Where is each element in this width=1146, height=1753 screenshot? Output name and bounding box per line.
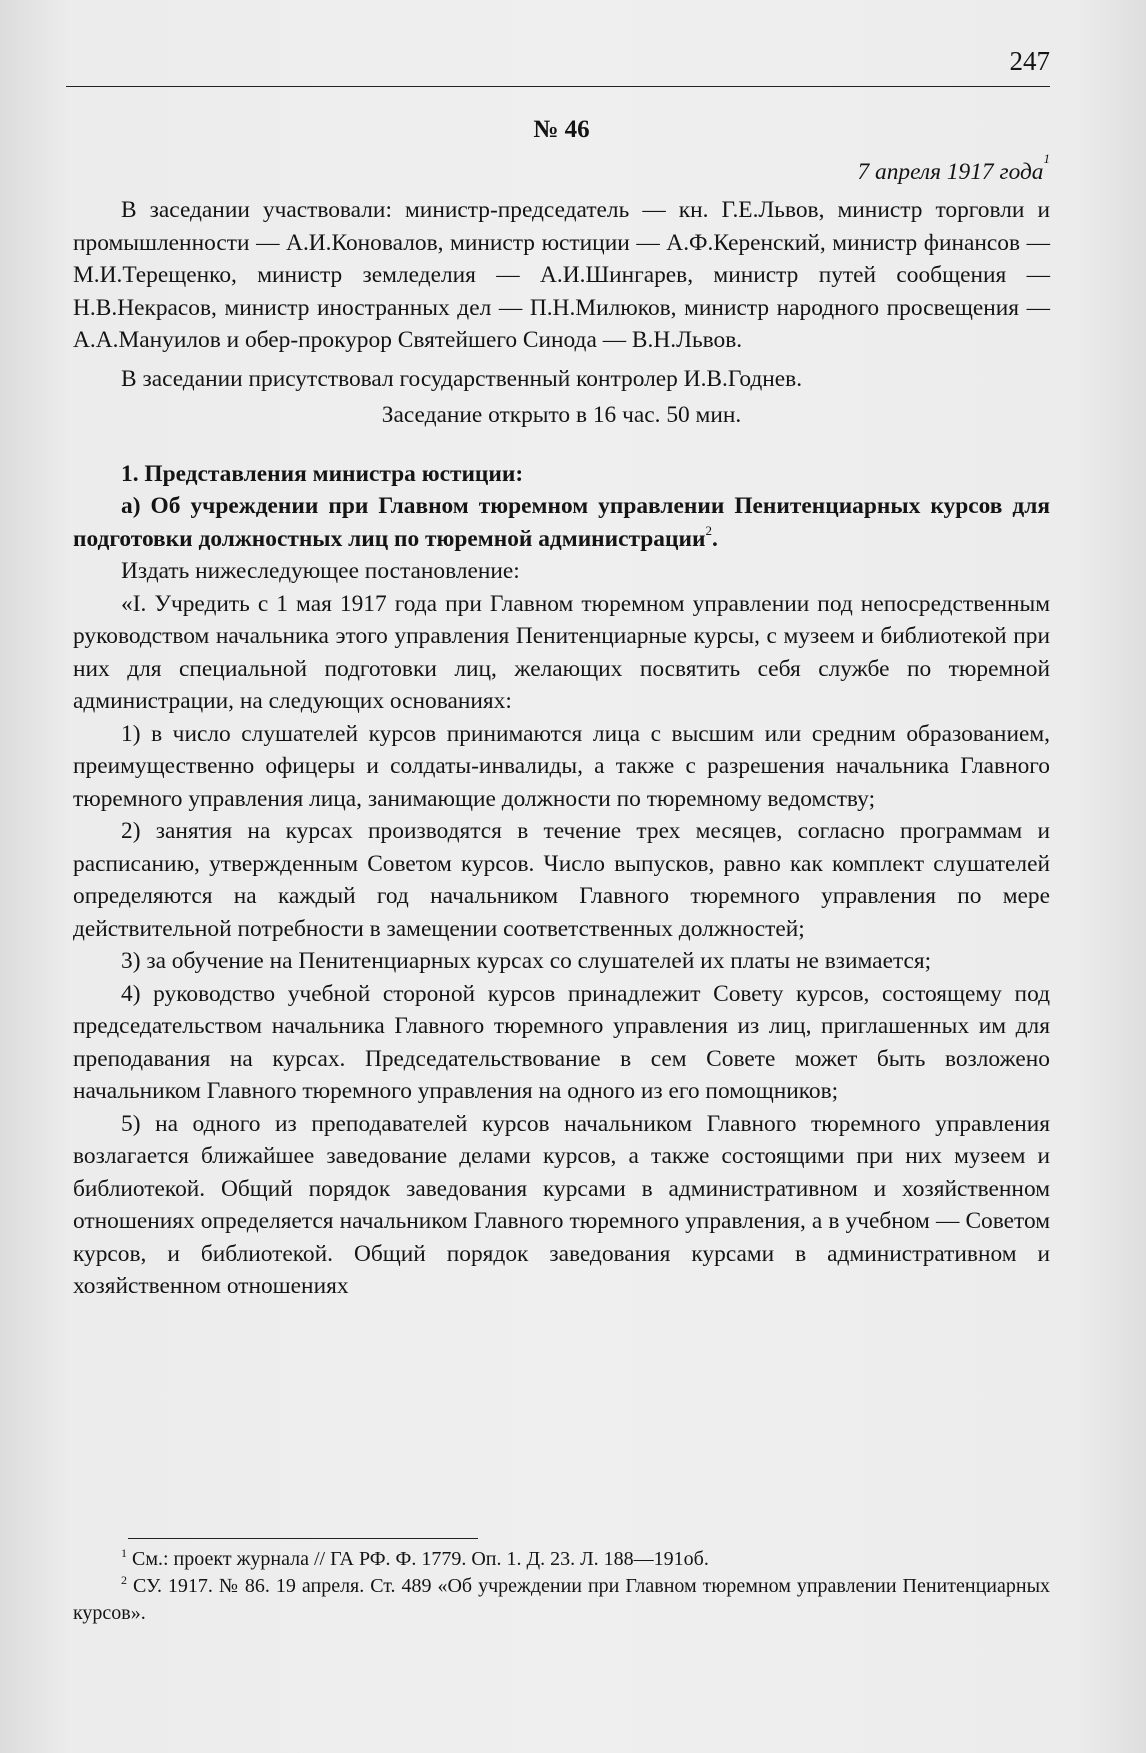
decree-item-2: 2) занятия на курсах производятся в течение трех месяцев, согласно программам и расписанию, утвержденным Советом курсов. Число выпусков, равно как комплект слушателей определяются на каждый год начальником Главного тюремного управления по мере действительной потребности в замещении соответственных должностей; [73,818,1050,942]
page-number: 247 [1009,46,1050,76]
document-number: № 46 [533,116,590,143]
decree-item-1: 1) в число слушателей курсов принимаются лица с высшим или средним образованием, преимущественно офицеры и солдаты-инвалиды, а также с разрешения начальника Главного тюремного управления лица, занимающие должности по тюремному ведомству; [73,720,1050,812]
decree-item-3: 3) за обучение на Пенитенциарных курсах со слушателей их платы не взимается; [121,948,932,974]
date-footnote-mark: 1 [1043,151,1050,166]
footnotes [73,1546,1050,1627]
footnote-1-text: См.: проект журнала // ГА РФ. Ф. 1779. Оп. 1. Д. 23. Л. 188—191об. [132,1548,709,1570]
page-content [73,100,1050,1303]
footnote-1 [73,1546,1050,1573]
participants-paragraph: В заседании участвовали: министр-председатель — кн. Г.Е.Львов, министр торговли и промышленности — А.И.Коновалов, министр юстиции — А.Ф.Керенский, министр финансов — М.И.Терещенко, министр земледелия — А.И.Шингарев, министр путей сообщения — Н.В.Некрасов, министр иностранных дел — П.Н.Милюков, министр народного просвещения — А.А.Мануилов и обер-прокурор Святейшего Синода — В.Н.Львов. [73,197,1050,353]
section-heading: 1. Представления министра юстиции: [121,460,524,487]
subsection-heading: а) Об учреждении при Главном тюремном управлении Пенитенциарных курсов для подготовки должностных лиц по тюремной администрации$^2$. [73,493,1050,552]
header-rule [66,86,1050,87]
decree-intro: Издать нижеследующее постановление: [121,558,520,584]
document-date-text: 7 апреля 1917 года [857,159,1044,185]
footnote-2 [73,1573,1050,1627]
footnote-2-mark: 2 [121,1573,127,1587]
footnote-1-mark: 1 [121,1546,127,1560]
footnote-rule [128,1538,478,1539]
subsection-footnote-mark: 2 [705,522,712,538]
attendee-paragraph: В заседании присутствовал государственный контролер И.В.Годнев. [121,365,803,392]
decree-item-4: 4) руководство учебной стороной курсов принадлежит Совету курсов, состоящему под председательством начальника Главного тюремного управления из лиц, приглашенных им для преподавания на курсах. Председательствование в сем Совете может быть возложено начальником Главного тюремного управления на одного из его помощников; [73,980,1050,1104]
decree-item-5: 5) на одного из преподавателей курсов начальником Главного тюремного управления возлагается ближайшее заведование делами курсов, а также состоящими при них музеем и библиотекой. Общий порядок заведования курсами в административном и хозяйственном отношениях определяется начальником Главного тюремного управления, а в учебном — Советом курсов, и библиотекой. Общий порядок заведования курсами в административном и хозяйственном отношениях [73,1110,1050,1299]
footnote-2-text: СУ. 1917. № 86. 19 апреля. Ст. 489 «Об учреждении при Главном тюремном управлении Пенитенциарных курсов». [73,1575,1051,1624]
session-opening: Заседание открыто в 16 час. 50 мин. [381,402,742,428]
subsection-heading-text: а) Об учреждении при Главном тюремном управлении Пенитенциарных курсов для подготовки должностных лиц по тюремной администрации [73,493,1050,552]
document-date [73,150,1050,194]
decree-paragraph: «I. Учредить с 1 мая 1917 года при Главном тюремном управлении под непосредственным руководством начальника этого управления Пенитенциарные курсы, с музеем и библиотекой при них для специальной подготовки лиц, желающих посвятить себя службе по тюремной администрации, на следующих основаниях: [73,590,1050,714]
